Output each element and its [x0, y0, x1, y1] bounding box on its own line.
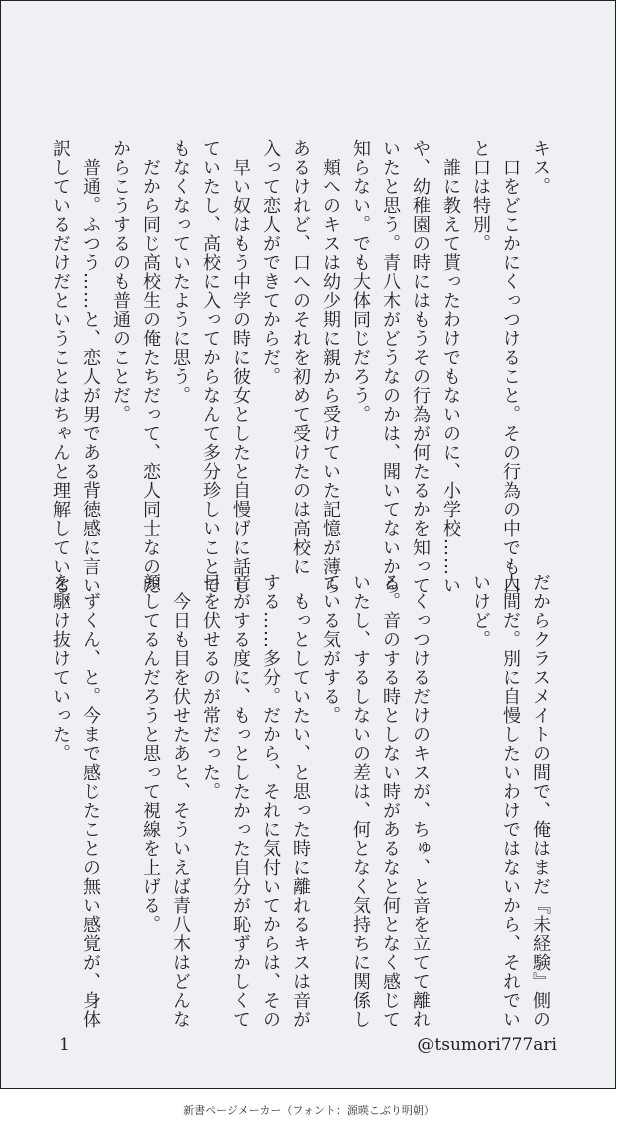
text-line: ていたし、高校に入ってからなんて多分珍しいことで — [200, 139, 221, 595]
text-line: る。音のする時としない時があるなと何となく感じて — [380, 573, 401, 1029]
text-line: いたと思う。青八木がどうなのかは、聞いてないから — [380, 139, 401, 595]
text-line: からこうするのも普通のことだ。 — [110, 139, 131, 424]
lower-text-block — [45, 573, 555, 1029]
text-line: もなくなっていたように思う。 — [170, 139, 191, 405]
page-number: 1 — [59, 1035, 70, 1055]
text-line: いけど。 — [470, 573, 491, 649]
text-line: 音がする度に、もっとしたかった自分が恥ずかしくて — [230, 573, 251, 1029]
text-line: と口は特別。 — [470, 139, 491, 253]
text-line: 今日も目を伏せたあと、そういえば青八木はどんな — [170, 573, 191, 1029]
text-line: だから同じ高校生の俺たちだって、恋人同士なのだ — [140, 139, 161, 595]
text-line: ずくん、と。今まで感じたことの無い感覚が、身体 — [80, 573, 101, 1029]
text-line: する……多分。だから、それに気付いてからは、その — [260, 573, 281, 1029]
text-line: 早い奴はもう中学の時に彼女としたと自慢げに話し — [230, 139, 251, 595]
text-line: キス。 — [530, 139, 551, 196]
text-line: 頬へのキスは幼少期に親から受けていた記憶が薄ら — [320, 139, 341, 595]
text-line: 顔してるんだろうと思って視線を上げる。 — [140, 573, 161, 934]
text-line — [105, 573, 135, 1003]
text-line: もっとしていたい、と思った時に離れるキスは音が — [290, 573, 311, 1029]
text-line — [435, 573, 465, 1003]
text-line: いたし、するしないの差は、何となく気持ちに関係し — [350, 573, 371, 1029]
text-line: や、幼稚園の時にはもうその行為が何たるかを知って — [410, 139, 431, 595]
text-line: あるけれど、口へのそれを初めて受けたのは高校に — [290, 139, 311, 576]
text-line: 入って恋人ができてからだ。 — [260, 139, 281, 386]
text-line: 普通。ふつう……と、恋人が男である背徳感に言い — [80, 139, 101, 595]
text-line: くっつけるだけのキスが、ちゅ、と音を立てて離れ — [410, 573, 431, 1029]
text-line: 訳しているだけだということはちゃんと理解している。 — [50, 139, 71, 614]
text-line: を駆け抜けていった。 — [50, 573, 71, 763]
text-line: だからクラスメイトの間で、俺はまだ『未経験』側の — [530, 573, 551, 1029]
text-line: ている気がする。 — [320, 573, 341, 725]
app-credit: 新書ページメーカー（フォント：源暎こぶり明朝） — [183, 1104, 435, 1117]
text-line: 目を伏せるのが常だった。 — [200, 573, 221, 801]
text-line: 知らない。でも大体同じだろう。 — [350, 139, 371, 424]
text-line: 口をどこかにくっつけること。その行為の中でも口 — [500, 139, 521, 595]
author-handle: @tsumori777ari — [417, 1035, 557, 1055]
text-line: 誰に教えて貰ったわけでもないのに、小学校……い — [440, 139, 461, 595]
text-line: 人間だ。別に自慢したいわけではないから、それでい — [500, 573, 521, 1029]
